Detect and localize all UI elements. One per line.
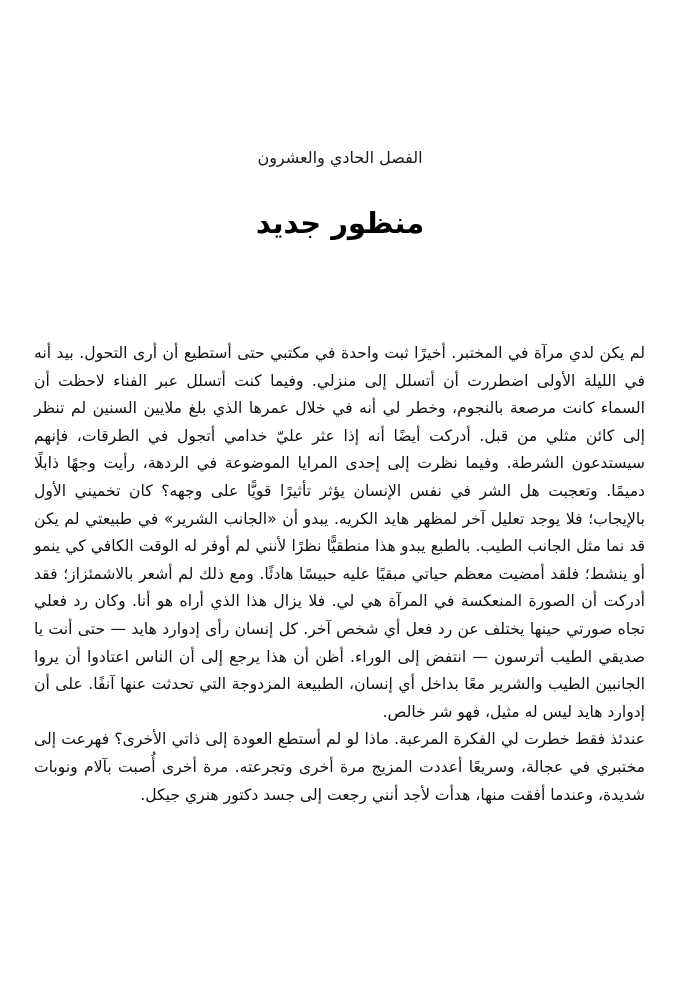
paragraph-2: عندئذ فقط خطرت لي الفكرة المرعبة. ماذا لو لم أستطع العودة إلى ذاتي الأخرى؟ فهرعت إلى مختبري في عجالة، وسريعًا أعددت المزيج مرة أخرى وتجرعته. مرة أخرى أُصبت بآلام ونوبات شديدة، وعندما أفقت منها، هدأت لأجد أنني رجعت إلى جسد دكتور هنري جيكل. [34,730,645,804]
chapter-number-label: الفصل الحادي والعشرون [257,148,423,167]
paragraph-1: لم يكن لدي مرآة في المختبر. أخيرًا ثبت واحدة في مكتبي حتى أستطيع أن أرى التحول. بيد أنه في الليلة الأولى اضطررت أن أتسلل إلى منزلي. وفيما كنت أتسلل عبر الفناء لاحظت أن السماء كانت مرصعة بالنجوم، وخطر لي أنه في خلال عمرها الذي بلغ ملايين السنين لم تنظر إلى كائن مثلي من قبل. أدركت أيضًا أنه إذا عثر عليّ خدامي أتجول في الطرقات، فإنهم سيستدعون الشرطة. وفيما نظرت إلى إحدى المرايا الموضوعة في الردهة، رأيت وجهًا ذابلًا دميمًا. وتعجبت هل الشر في نفس الإنسان يؤثر تأثيرًا قويًّا على وجهه؟ كان تخميني الأول بالإيجاب؛ فلا يوجد تعليل آخر لمظهر هايد الكريه. يبدو أن «الجانب الشرير» في طبيعتي لم يكن قد نما مثل الجانب الطيب. بالطبع يبدو هذا منطقيًّا نظرًا لأنني لم أوفر له الوقت الكافي كي ينمو أو ينشط؛ فلقد أمضيت معظم حياتي مبقيًا عليه حبيسًا هادئًا. ومع ذلك لم أشعر بالاشمئزاز؛ فقد أدركت أن الصورة المنعكسة في المرآة هي لي. فلا يزال هذا الذي أراه هو أنا. وكان رد فعلي تجاه صورتي حينها يختلف عن رد فعل أي شخص آخر. كل إنسان رأى إدوارد هايد — حتى أنت يا صديقي الطيب أترسون — انتفض إلى الوراء. أظن أن هذا يرجع إلى أن الناس اعتادوا أن يروا الجانبين الطيب والشرير معًا بداخل أي إنسان، الطبيعة المزدوجة التي تحدثت عنها آنفًا. على أن إدوارد هايد ليس له مثيل، فهو شر خالص. [34,344,645,721]
chapter-title: منظور جديد [255,206,425,240]
chapter-body [34,340,645,809]
